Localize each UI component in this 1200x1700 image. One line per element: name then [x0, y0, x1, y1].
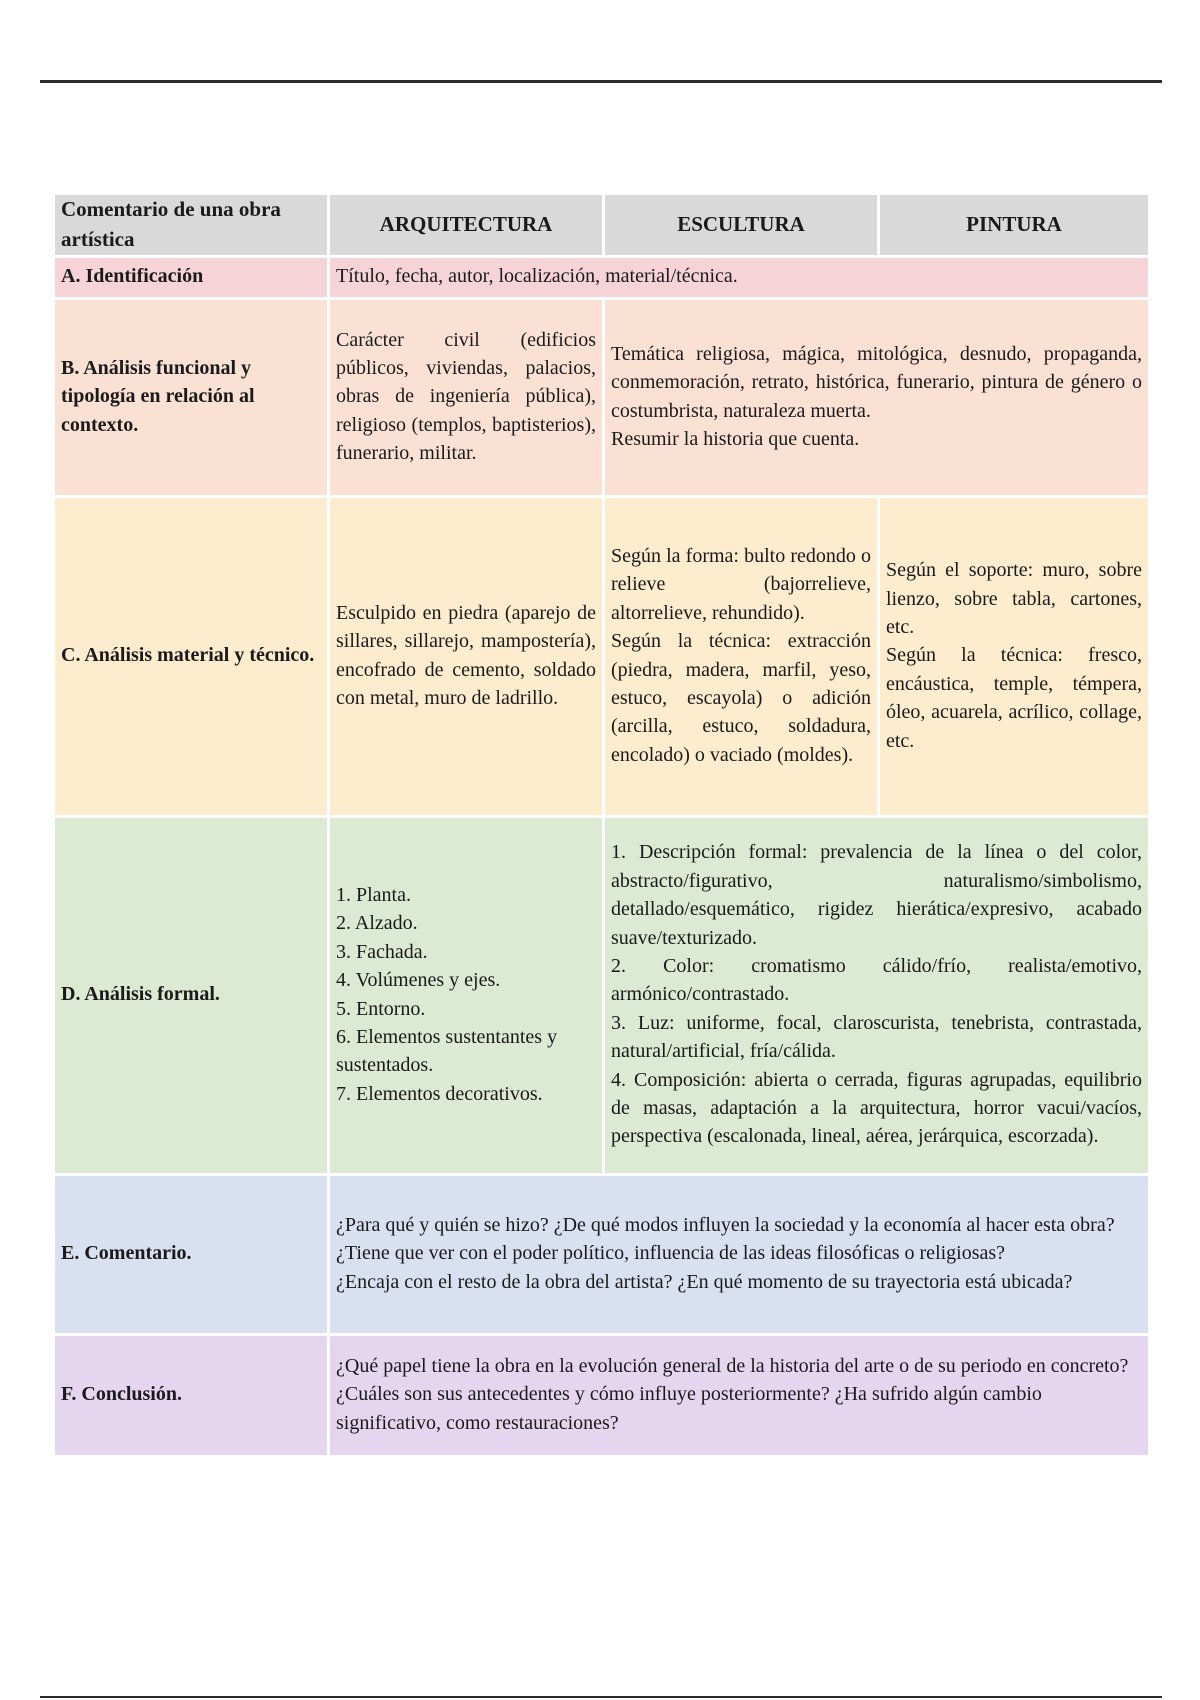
cell-d-arquitectura	[330, 818, 602, 1173]
list-item: 2. Color: cromatismo cálido/frío, realista/emotivo, armónico/contrastado.	[611, 955, 1142, 1006]
row-label-c: C. Análisis material y técnico.	[55, 498, 327, 815]
row-conclusion	[55, 1336, 1148, 1455]
header-pintura: PINTURA	[880, 195, 1148, 255]
c-pintura-tecnica: Según la técnica: fresco, encáustica, temple, témpera, óleo, acuarela, acrílico, collage, etc.	[886, 644, 1142, 752]
cell-conclusion: ¿Qué papel tiene la obra en la evolución general de la historia del arte o de su periodo en concreto? ¿Cuáles son sus antecedentes y cómo influye posteriormente? ¿Ha sufrido algún cambio significativo, como restauraciones?	[330, 1336, 1148, 1455]
row-label-e: E. Comentario.	[55, 1176, 327, 1333]
c-escultura-tecnica: Según la técnica: extracción (piedra, madera, marfil, yeso, estuco, escayola) o adición (arcilla, estuco, soldadura, encolado) o vaciado (moldes).	[611, 630, 871, 766]
top-rule	[40, 80, 1162, 83]
row-comentario	[55, 1176, 1148, 1333]
list-item: 4. Volúmenes y ejes.	[336, 969, 501, 992]
row-analisis-funcional	[55, 300, 1148, 495]
c-escultura-forma: Según la forma: bulto redondo o relieve (bajorrelieve, altorrelieve, rehundido).	[611, 545, 871, 624]
list-item: 1. Descripción formal: prevalencia de la línea o del color, abstracto/figurativo, naturalismo/simbolismo, detallado/esquemático, rigidez hierática/expresivo, acabado suave/texturizado.	[611, 841, 1142, 949]
cell-b-escultura-pintura	[605, 300, 1148, 495]
header-commentary: Comentario de una obra artística	[55, 195, 327, 255]
cell-comentario	[330, 1176, 1148, 1333]
table-header-row	[55, 195, 1148, 255]
list-item: 4. Composición: abierta o cerrada, figuras agrupadas, equilibrio de masas, adaptación a la arquitectura, horror vacui/vacíos, perspectiva (escalonada, lineal, aérea, jerárquica, escorzada).	[611, 1068, 1142, 1148]
comentario-question-1: ¿Para qué y quién se hizo? ¿De qué modos influyen la sociedad y la economía al hacer esta obra? ¿Tiene que ver con el poder político, influencia de las ideas filosóficas o religiosas?	[336, 1214, 1115, 1265]
list-item: 3. Fachada.	[336, 940, 428, 963]
row-label-d: D. Análisis formal.	[55, 818, 327, 1173]
header-arquitectura: ARQUITECTURA	[330, 195, 602, 255]
cell-b-arquitectura: Carácter civil (edificios públicos, viviendas, palacios, obras de ingeniería pública), religioso (templos, baptisterios), funerario, militar.	[330, 300, 602, 495]
list-item: 5. Entorno.	[336, 997, 426, 1020]
b-resumen: Resumir la historia que cuenta.	[611, 428, 860, 451]
header-escultura: ESCULTURA	[605, 195, 877, 255]
row-identificacion	[55, 258, 1148, 297]
list-item: 7. Elementos decorativos.	[336, 1082, 543, 1105]
row-label-f: F. Conclusión.	[55, 1336, 327, 1455]
cell-c-pintura	[880, 498, 1148, 815]
art-commentary-table	[52, 192, 1151, 1458]
cell-c-arquitectura: Esculpido en piedra (aparejo de sillares, sillarejo, mampostería), encofrado de cemento, soldado con metal, muro de ladrillo.	[330, 498, 602, 815]
b-tematica: Temática religiosa, mágica, mitológica, desnudo, propaganda, conmemoración, retrato, histórica, funerario, pintura de género o costumbrista, naturaleza muerta.	[611, 342, 1142, 422]
cell-identificacion: Título, fecha, autor, localización, material/técnica.	[330, 258, 1148, 297]
bottom-rule	[40, 1696, 1162, 1698]
list-item: 2. Alzado.	[336, 912, 418, 935]
row-label-a: A. Identificación	[55, 258, 327, 297]
c-pintura-soporte: Según el soporte: muro, sobre lienzo, sobre tabla, cartones, etc.	[886, 559, 1142, 639]
row-label-b: B. Análisis funcional y tipología en relación al contexto.	[55, 300, 327, 495]
cell-d-escultura-pintura	[605, 818, 1148, 1173]
list-item: 6. Elementos sustentantes y sustentados.	[336, 1026, 558, 1077]
comentario-question-2: ¿Encaja con el resto de la obra del artista? ¿En qué momento de su trayectoria está ubicada?	[336, 1270, 1073, 1293]
list-item: 3. Luz: uniforme, focal, claroscurista, tenebrista, contrastada, natural/artificial, fría/cálida.	[611, 1011, 1142, 1063]
row-analisis-formal	[55, 818, 1148, 1173]
row-analisis-material	[55, 498, 1148, 815]
cell-c-escultura	[605, 498, 877, 815]
list-item: 1. Planta.	[336, 884, 411, 907]
